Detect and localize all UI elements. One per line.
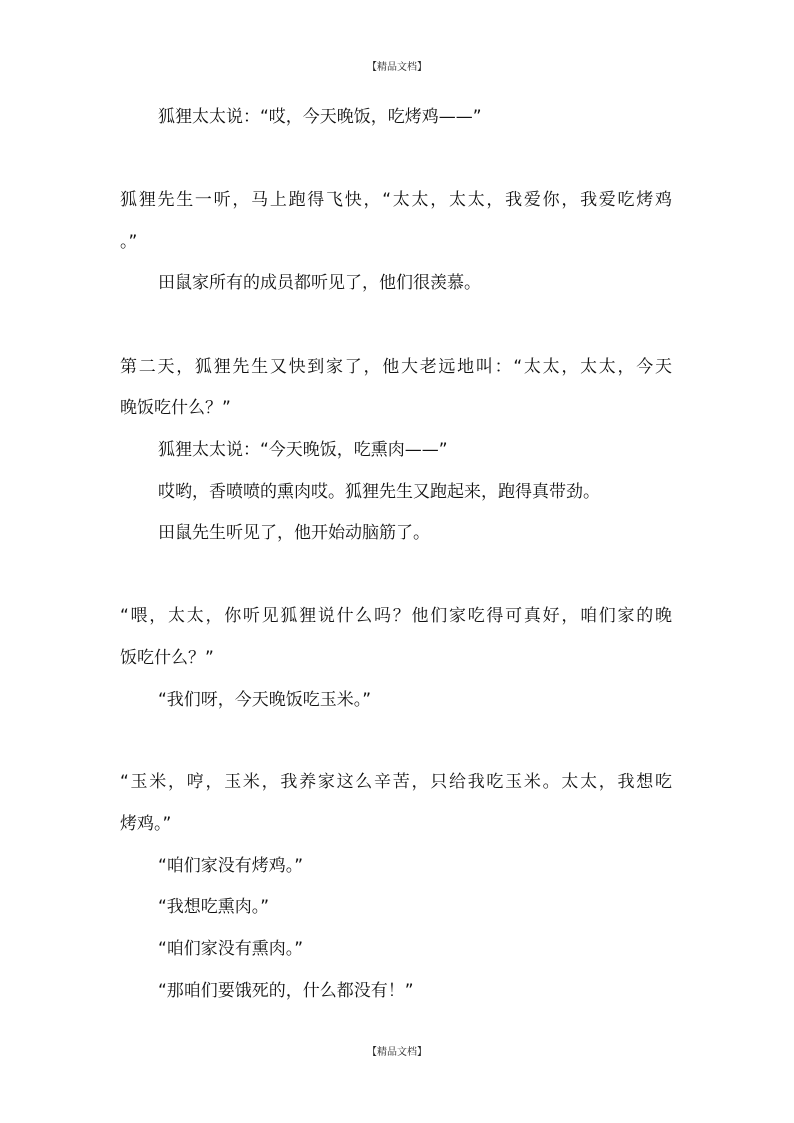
- text-line: 狐狸太太说：“哎，今天晚饭，吃烤鸡——”: [158, 107, 482, 127]
- text-line: 狐狸先生一听，马上跑得飞快，“太太，太太，我爱你，我爱吃烤鸡: [120, 190, 672, 210]
- text-line: 。”: [120, 232, 138, 252]
- text-line: “我想吃熏肉。”: [158, 897, 270, 917]
- text-line: “玉米，哼，玉米，我养家这么辛苦，只给我吃玉米。太太，我想吃: [120, 772, 672, 792]
- text-line: 饭吃什么？”: [120, 648, 214, 668]
- text-line: 晚饭吃什么？”: [120, 398, 231, 418]
- text-line: 烤鸡。”: [120, 814, 172, 834]
- text-line: “那咱们要饿死的，什么都没有！”: [158, 981, 414, 1001]
- text-line: 哎哟，香喷喷的熏肉哎。狐狸先生又跑起来，跑得真带劲。: [158, 482, 600, 502]
- page-footer: 【精品文档】: [367, 1047, 427, 1058]
- text-line: “喂，太太，你听见狐狸说什么吗？他们家吃得可真好，咱们家的晚: [120, 606, 672, 626]
- text-line: 田鼠家所有的成员都听见了，他们很羡慕。: [158, 273, 481, 293]
- text-line: “我们呀，今天晚饭吃玉米。”: [158, 690, 372, 710]
- page-header: 【精品文档】: [367, 62, 427, 73]
- text-line: 狐狸太太说：“今天晚饭，吃熏肉——”: [158, 440, 448, 460]
- text-line: 田鼠先生听见了，他开始动脑筋了。: [158, 523, 430, 543]
- text-line: 第二天，狐狸先生又快到家了，他大老远地叫：“太太，太太，今天: [120, 357, 672, 377]
- text-line: “咱们家没有熏肉。”: [158, 939, 304, 959]
- text-line: “咱们家没有烤鸡。”: [158, 856, 304, 876]
